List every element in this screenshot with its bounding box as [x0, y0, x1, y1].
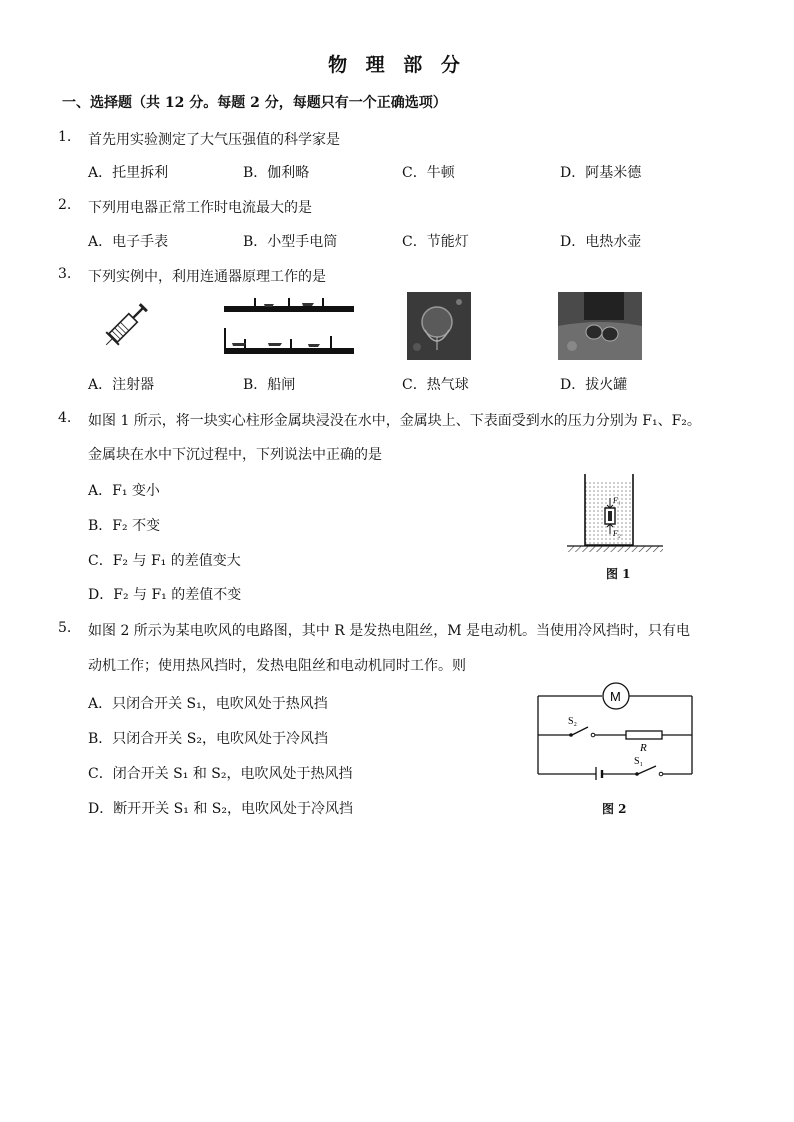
section-heading: 一、选择题（共 12 分。每题 2 分，每题只有一个正确选项）	[62, 95, 447, 111]
question-4-stem-line-1: 如图 1 所示，将一块实心柱形金属块浸没在水中，金属块上、下表面受到水的压力分别为 F₁、F₂。	[88, 413, 701, 429]
figure-1-label-f2: F₂	[613, 529, 621, 538]
q5-option-b: B．只闭合开关 S₂，电吹风处于冷风挡	[88, 731, 328, 747]
q5-option-d: D．断开开关 S₁ 和 S₂，电吹风处于冷风挡	[88, 801, 353, 817]
figure-1-caption: 图 1	[606, 567, 631, 581]
question-4-stem-line-2: 金属块在水中下沉过程中，下列说法中正确的是	[88, 447, 382, 463]
q5-option-a: A．只闭合开关 S₁，电吹风处于热风挡	[88, 696, 328, 712]
figure-1-diagram	[565, 470, 665, 555]
q2-option-b: B．小型手电筒	[243, 234, 338, 250]
figure-2-caption: 图 2	[602, 802, 627, 816]
q2-option-c: C．节能灯	[402, 234, 469, 250]
motor-label: M	[610, 689, 621, 704]
q4-option-d: D．F₂ 与 F₁ 的差值不变	[88, 587, 242, 603]
q3-option-b: B．船闸	[243, 377, 296, 393]
question-4-number: 4.	[58, 410, 72, 426]
q1-option-b: B．伽利略	[243, 165, 310, 181]
resistor-label: R	[640, 742, 647, 754]
q4-option-b: B．F₂ 不变	[88, 518, 161, 534]
q5-option-c: C．闭合开关 S₁ 和 S₂，电吹风处于热风挡	[88, 766, 353, 782]
question-5-stem-line-1: 如图 2 所示为某电吹风的电路图，其中 R 是发热电阻丝，M 是电动机。当使用冷风挡时，只有电	[88, 623, 691, 639]
question-1-number: 1.	[58, 129, 72, 145]
q2-option-a: A．电子手表	[88, 234, 169, 250]
q1-option-a: A．托里拆利	[88, 165, 169, 181]
q1-option-c: C．牛顿	[402, 165, 455, 181]
question-1-stem: 首先用实验测定了大气压强值的科学家是	[88, 132, 340, 148]
question-5-stem-line-2: 动机工作；使用热风挡时，发热电阻丝和电动机同时工作。则	[88, 658, 466, 674]
q2-option-d: D．电热水壶	[560, 234, 642, 250]
q4-option-a: A．F₁ 变小	[88, 483, 160, 499]
switch-s2-label: S₂	[568, 716, 578, 727]
q3-option-c: C．热气球	[402, 377, 469, 393]
syringe-picture	[96, 294, 156, 356]
figure-2-circuit	[530, 680, 700, 780]
q1-option-d: D．阿基米德	[560, 165, 642, 181]
figure-1-label-f1: F₁	[613, 496, 621, 505]
cupping-photo	[558, 292, 642, 360]
question-2-stem: 下列用电器正常工作时电流最大的是	[88, 200, 312, 216]
q4-option-c: C．F₂ 与 F₁ 的差值变大	[88, 553, 241, 569]
page-title: 物 理 部 分	[328, 54, 466, 76]
ship-lock-picture	[224, 294, 354, 356]
question-5-number: 5.	[58, 620, 72, 636]
hot-air-balloon-photo	[407, 292, 471, 360]
question-2-number: 2.	[58, 197, 72, 213]
switch-s1-label: S₁	[634, 756, 644, 767]
q3-option-a: A．注射器	[88, 377, 155, 393]
question-3-stem: 下列实例中，利用连通器原理工作的是	[88, 269, 326, 285]
q3-option-d: D．拔火罐	[560, 377, 628, 393]
question-3-number: 3.	[58, 266, 72, 282]
